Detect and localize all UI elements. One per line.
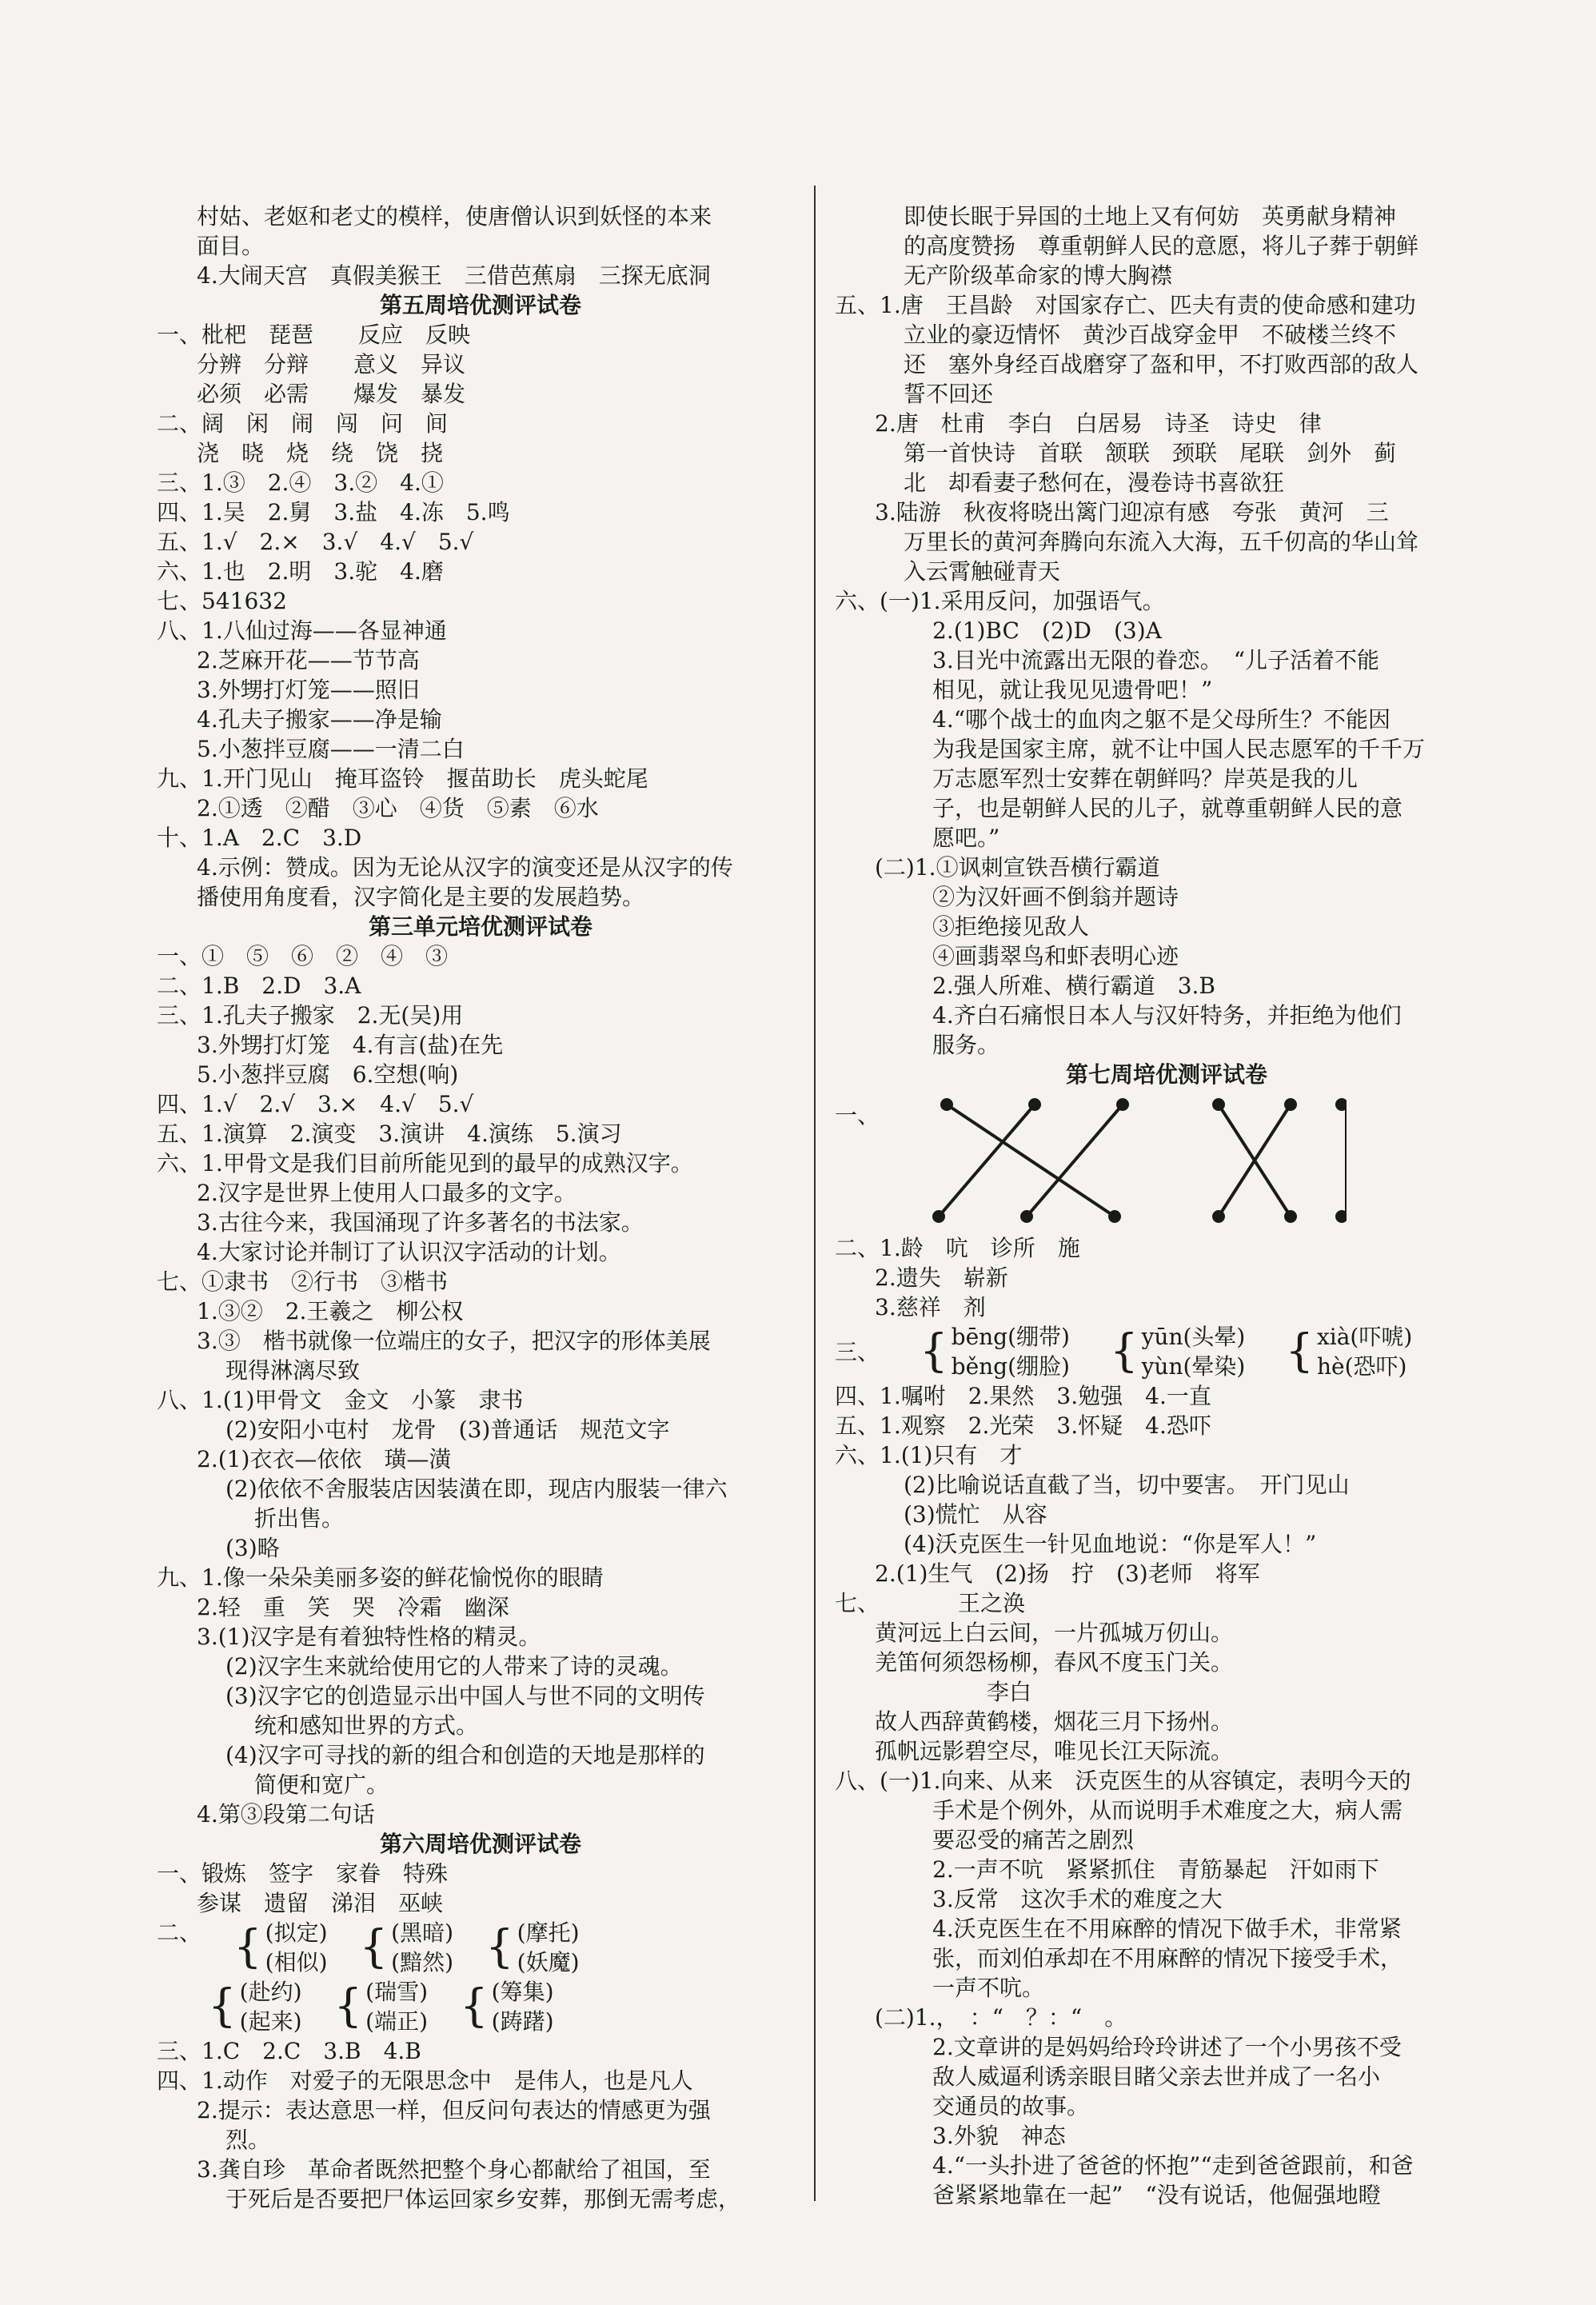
section-heading: 第六周培优测评试卷 xyxy=(379,1831,581,1857)
answer-line: 3.外貌 神态 xyxy=(932,2123,1066,2149)
answer-line: 4.示例：赞成。因为无论从汉字的演变还是从汉字的传 xyxy=(197,854,733,881)
left-tail-lines xyxy=(157,2036,804,2214)
answer-line: 5.小葱拌豆腐 6.空想(响) xyxy=(197,1061,459,1088)
answer-line: 二、阔 闲 闹 闯 问 间 xyxy=(157,410,449,437)
answer-line: 即使长眠于异国的土地上又有何妨 英勇献身精神 xyxy=(904,203,1397,230)
answer-line: 的高度赞扬 尊重朝鲜人民的意愿，将儿子葬于朝鲜 xyxy=(904,233,1419,259)
answer-line: 4.沃克医生在不用麻醉的情况下做手术，非常紧 xyxy=(932,1916,1402,1942)
answer-line: 2.轻 重 笑 哭 冷霜 幽深 xyxy=(197,1594,509,1620)
answer-line: 折出售。 xyxy=(254,1505,345,1532)
bracket-group: { (赴约) (起来) xyxy=(208,1979,302,2035)
answer-line: 六、1.也 2.明 3.驼 4.磨 xyxy=(157,558,444,585)
answer-line: 一、枇杷 琵琶 反应 反映 xyxy=(157,322,471,348)
answer-line: 必须 必需 爆发 暴发 xyxy=(197,381,466,407)
matching-label: 一、 xyxy=(835,1102,880,1129)
bracket-block-label: 二、 xyxy=(157,1920,202,1946)
answer-line: 六、1.甲骨文是我们目前所能见到的最早的成熟汉字。 xyxy=(157,1150,693,1176)
answer-line: 无产阶级革命家的博大胸襟 xyxy=(904,262,1173,289)
bracket-group: { (筹集) (踌躇) xyxy=(460,1979,554,2035)
answer-line: 2.①透 ②醋 ③心 ④货 ⑤素 ⑥水 xyxy=(197,795,599,821)
answer-line: 3.龚自珍 革命者既然把整个身心都献给了祖国，至 xyxy=(197,2156,711,2183)
answer-line: 八、1.八仙过海——各显神通 xyxy=(157,617,447,644)
answer-line: 六、1.(1)只有 才 xyxy=(835,1442,1023,1468)
answer-line: 七、 王之涣 xyxy=(835,1590,1026,1616)
bracket-answer-block xyxy=(157,1918,804,2036)
pinyin-group: { xià(吓唬) hè(恐吓) xyxy=(1285,1324,1413,1380)
answer-line: 黄河远上白云间，一片孤城万仞山。 xyxy=(875,1620,1234,1646)
answer-line: 4.大家讨论并制订了认识汉字活动的计划。 xyxy=(197,1239,621,1265)
right-column xyxy=(835,202,1498,2210)
section-heading: 第三单元培优测评试卷 xyxy=(368,913,593,940)
answer-line: ③拒绝接见敌人 xyxy=(932,913,1090,940)
answer-line: 2.唐 杜甫 李白 白居易 诗圣 诗史 律 xyxy=(875,410,1322,437)
answer-line: 万志愿军烈士安葬在朝鲜吗？岸英是我的儿 xyxy=(932,765,1359,792)
answer-line: (2)比喻说话直截了当，切中要害。 开门见山 xyxy=(904,1472,1350,1498)
answer-line: ④画翡翠鸟和虾表明心迹 xyxy=(932,943,1179,969)
answer-line: 2.文章讲的是妈妈给玲玲讲述了一个小男孩不受 xyxy=(932,2034,1402,2060)
answer-line: 张，而刘伯承却在不用麻醉的情况下接受手术， xyxy=(932,1945,1403,1971)
answer-line: 四、1.动作 对爱子的无限思念中 是伟人，也是凡人 xyxy=(157,2067,693,2094)
answer-line: 一声不吭。 xyxy=(932,1975,1045,2001)
answer-line: 3.③ 楷书就像一位端庄的女子，把汉字的形体美展 xyxy=(197,1328,711,1354)
answer-line: (4)沃克医生一针见血地说：“你是军人！” xyxy=(904,1531,1317,1557)
answer-line: 5.小葱拌豆腐——一清二白 xyxy=(197,736,465,762)
left-column xyxy=(157,202,804,2214)
matching-lines-block xyxy=(835,1093,1498,1228)
answer-line: 分辨 分辩 意义 异议 xyxy=(197,351,466,378)
answer-line: 于死后是否要把尸体运回家乡安葬，那倒无需考虑， xyxy=(225,2186,741,2212)
answer-line: 2.(1)BC (2)D (3)A xyxy=(932,617,1162,644)
answer-line: 羌笛何须怨杨柳，春风不度玉门关。 xyxy=(875,1649,1234,1676)
column-divider xyxy=(814,186,816,2201)
answer-line: (3)略 xyxy=(225,1535,280,1561)
answer-line: 播使用角度看，汉字简化是主要的发展趋势。 xyxy=(197,884,645,910)
right-answer-lines-c xyxy=(835,1381,1498,2210)
pinyin-group: { yūn(头晕) yùn(晕染) xyxy=(1109,1324,1246,1380)
answer-line: 4.齐白石痛恨日本人与汉奸特务，并拒绝为他们 xyxy=(932,1002,1402,1029)
answer-line: 故人西辞黄鹤楼，烟花三月下扬州。 xyxy=(875,1708,1234,1735)
answer-line: 简便和宽广。 xyxy=(254,1772,389,1798)
answer-line: 2.强人所难、横行霸道 3.B xyxy=(932,973,1216,999)
answer-line: 参谋 遗留 涕泪 巫峡 xyxy=(197,1890,444,1916)
answer-line: (2)安阳小屯村 龙骨 (3)普通话 规范文字 xyxy=(225,1416,670,1443)
answer-line: 4.第③段第二句话 xyxy=(197,1801,375,1828)
answer-line: (2)汉字生来就给使用它的人带来了诗的灵魂。 xyxy=(225,1653,683,1680)
right-answer-lines xyxy=(835,202,1498,1089)
answer-line: 2.提示：表达意思一样，但反问句表达的情感更为强 xyxy=(197,2097,711,2123)
answer-line: 相见，就让我见见遗骨吧！” xyxy=(932,677,1213,703)
answer-line: 五、1.唐 王昌龄 对国家存亡、匹夫有责的使命感和建功 xyxy=(835,292,1416,318)
answer-line: 一、① ⑤ ⑥ ② ④ ③ xyxy=(157,943,449,969)
answer-line: (二)1.， ：“ ？：“ 。 xyxy=(875,2004,1127,2031)
answer-line: 五、1.√ 2.× 3.√ 4.√ 5.√ xyxy=(157,529,474,555)
answer-line: 统和感知世界的方式。 xyxy=(254,1712,479,1739)
answer-line: 九、1.开门见山 掩耳盗铃 揠苗助长 虎头蛇尾 xyxy=(157,765,648,792)
answer-line: 十、1.A 2.C 3.D xyxy=(157,825,362,851)
answer-line: 七、①隶书 ②行书 ③楷书 xyxy=(157,1268,449,1295)
answer-line: 3.陆游 秋夜将晓出篱门迎凉有感 夸张 黄河 三 xyxy=(875,499,1389,525)
answer-line: 4.大闹天宫 真假美猴王 三借芭蕉扇 三探无底洞 xyxy=(197,262,711,289)
answer-line: 六、(一)1.采用反问，加强语气。 xyxy=(835,588,1165,614)
pinyin-group: { bēng(绷带) běng(绷脸) xyxy=(920,1324,1070,1380)
answer-line: 3.慈祥 剂 xyxy=(875,1294,986,1320)
answer-line: 现得淋漓尽致 xyxy=(225,1357,361,1384)
answer-line: 交通员的故事。 xyxy=(932,2093,1090,2119)
answer-line: (二)1.①讽刺宣铁吾横行霸道 xyxy=(875,854,1160,881)
answer-line: 五、1.演算 2.演变 3.演讲 4.演练 5.演习 xyxy=(157,1121,622,1147)
answer-line: 立业的豪迈情怀 黄沙百战穿金甲 不破楼兰终不 xyxy=(904,322,1397,348)
answer-line: 四、1.嘱咐 2.果然 3.勉强 4.一直 xyxy=(835,1383,1211,1409)
answer-line: 二、1.B 2.D 3.A xyxy=(157,973,361,999)
pinyin-block xyxy=(835,1322,1498,1381)
answer-line: 3.外甥打灯笼——照旧 xyxy=(197,677,420,703)
answer-line: 为我是国家主席，就不让中国人民志愿军的千千万 xyxy=(932,736,1426,762)
answer-line: 八、(一)1.向来、从来 沃克医生的从容镇定，表明今天的 xyxy=(835,1768,1411,1794)
answer-line: 3.外甥打灯笼 4.有言(盐)在先 xyxy=(197,1032,504,1058)
answer-line: (2)依依不舍服装店因装潢在即，现店内服装一律六 xyxy=(225,1476,728,1502)
answer-line: ②为汉奸画不倒翁并题诗 xyxy=(932,884,1179,910)
answer-line: 四、1.√ 2.√ 3.× 4.√ 5.√ xyxy=(157,1091,474,1117)
section-heading: 第七周培优测评试卷 xyxy=(1065,1061,1267,1088)
answer-line: 九、1.像一朵朵美丽多姿的鲜花愉悦你的眼睛 xyxy=(157,1564,604,1591)
answer-line: (3)慌忙 从容 xyxy=(904,1501,1047,1528)
answer-line: 浇 晓 烧 绕 饶 挠 xyxy=(197,440,444,466)
answer-line: 手术是个例外，从而说明手术难度之大，病人需 xyxy=(932,1797,1403,1824)
right-answer-lines-b xyxy=(835,1233,1498,1322)
answer-line: 2.芝麻开花——节节高 xyxy=(197,647,420,673)
answer-line: 孤帆远影碧空尽，唯见长江天际流。 xyxy=(875,1738,1234,1764)
answer-line: 4.孔夫子搬家——净是输 xyxy=(197,706,442,733)
matching-lines-diagram xyxy=(915,1093,1347,1228)
answer-line: 4.“一头扑进了爸爸的怀抱”“走到爸爸跟前，和爸 xyxy=(932,2152,1414,2179)
answer-line: 七、541632 xyxy=(157,588,287,614)
answer-line: 子，也是朝鲜人民的儿子，就尊重朝鲜人民的意 xyxy=(932,795,1403,821)
answer-line: 五、1.观察 2.光荣 3.怀疑 4.恐吓 xyxy=(835,1412,1211,1439)
answer-line: 1.③② 2.王羲之 柳公权 xyxy=(197,1298,464,1324)
answer-line: 还 塞外身经百战磨穿了盔和甲，不打败西部的敌人 xyxy=(904,351,1419,378)
answer-line: 2.遗失 崭新 xyxy=(875,1264,1008,1291)
answer-line: 2.(1)生气 (2)扬 拧 (3)老师 将军 xyxy=(875,1560,1260,1587)
bracket-group: { (黑暗) (黯然) xyxy=(359,1920,454,1975)
answer-line: 三、1.孔夫子搬家 2.无(吴)用 xyxy=(157,1002,464,1029)
answer-line: 要忍受的痛苦之剧烈 xyxy=(932,1827,1135,1853)
answer-line: 第一首快诗 首联 颔联 颈联 尾联 剑外 蓟 xyxy=(904,440,1397,466)
answer-line: 八、1.(1)甲骨文 金文 小篆 隶书 xyxy=(157,1387,524,1413)
answer-line: 服务。 xyxy=(932,1032,1000,1058)
answer-line: 2.一声不吭 紧紧抓住 青筋暴起 汗如雨下 xyxy=(932,1856,1379,1883)
answer-line: 3.古往今来，我国涌现了许多著名的书法家。 xyxy=(197,1209,644,1236)
answer-line: 3.(1)汉字是有着独特性格的精灵。 xyxy=(197,1624,541,1650)
pinyin-label: 三、 xyxy=(835,1338,880,1365)
answer-line: 2.(1)衣衣—依依 璜—潢 xyxy=(197,1446,452,1472)
answer-line: 3.反常 这次手术的难度之大 xyxy=(932,1886,1223,1912)
answer-line: 愿吧。” xyxy=(932,825,1000,851)
answer-line: (4)汉字可寻找的新的组合和创造的天地是那样的 xyxy=(225,1742,705,1768)
answer-line: 一、锻炼 签字 家眷 特殊 xyxy=(157,1860,449,1887)
answer-line: 三、1.③ 2.④ 3.② 4.① xyxy=(157,469,444,496)
answer-line: 面目。 xyxy=(197,233,265,259)
answer-line: 敌人威逼利诱亲眼目睹父亲去世并成了一名小 xyxy=(932,2063,1381,2090)
answer-line: 爸紧紧地靠在一起” “没有说话，他倔强地瞪 xyxy=(932,2182,1381,2208)
answer-line: 万里长的黄河奔腾向东流入大海，五千仞高的华山耸 xyxy=(904,529,1419,555)
answer-line: 村姑、老妪和老丈的模样，使唐僧认识到妖怪的本来 xyxy=(197,203,712,230)
left-answer-lines xyxy=(157,202,804,1918)
section-heading: 第五周培优测评试卷 xyxy=(379,292,581,318)
answer-line: 三、1.C 2.C 3.B 4.B xyxy=(157,2038,421,2064)
answer-line: 北 却看妻子愁何在，漫卷诗书喜欲狂 xyxy=(904,469,1285,496)
answer-line: 入云霄触碰青天 xyxy=(904,558,1061,585)
bracket-group: { (摩托) (妖魔) xyxy=(485,1920,580,1975)
answer-line: 4.“哪个战士的血肉之躯不是父母所生？不能因 xyxy=(932,706,1391,733)
answer-line: 2.汉字是世界上使用人口最多的文字。 xyxy=(197,1180,577,1206)
answer-line: 3.目光中流露出无限的眷恋。 “儿子活着不能 xyxy=(932,647,1380,673)
answer-line: 誓不回还 xyxy=(904,381,994,407)
answer-line: 烈。 xyxy=(225,2127,271,2153)
answer-line: 四、1.吴 2.舅 3.盐 4.冻 5.鸣 xyxy=(157,499,510,525)
answer-line: 二、1.龄 吭 诊所 施 xyxy=(835,1235,1080,1261)
answer-line: 李白 xyxy=(875,1679,1032,1705)
bracket-group: { (拟定) (相似) xyxy=(233,1920,328,1975)
answer-line: (3)汉字它的创造显示出中国人与世不同的文明传 xyxy=(225,1683,705,1709)
bracket-group: { (瑞雪) (端正) xyxy=(333,1979,428,2035)
